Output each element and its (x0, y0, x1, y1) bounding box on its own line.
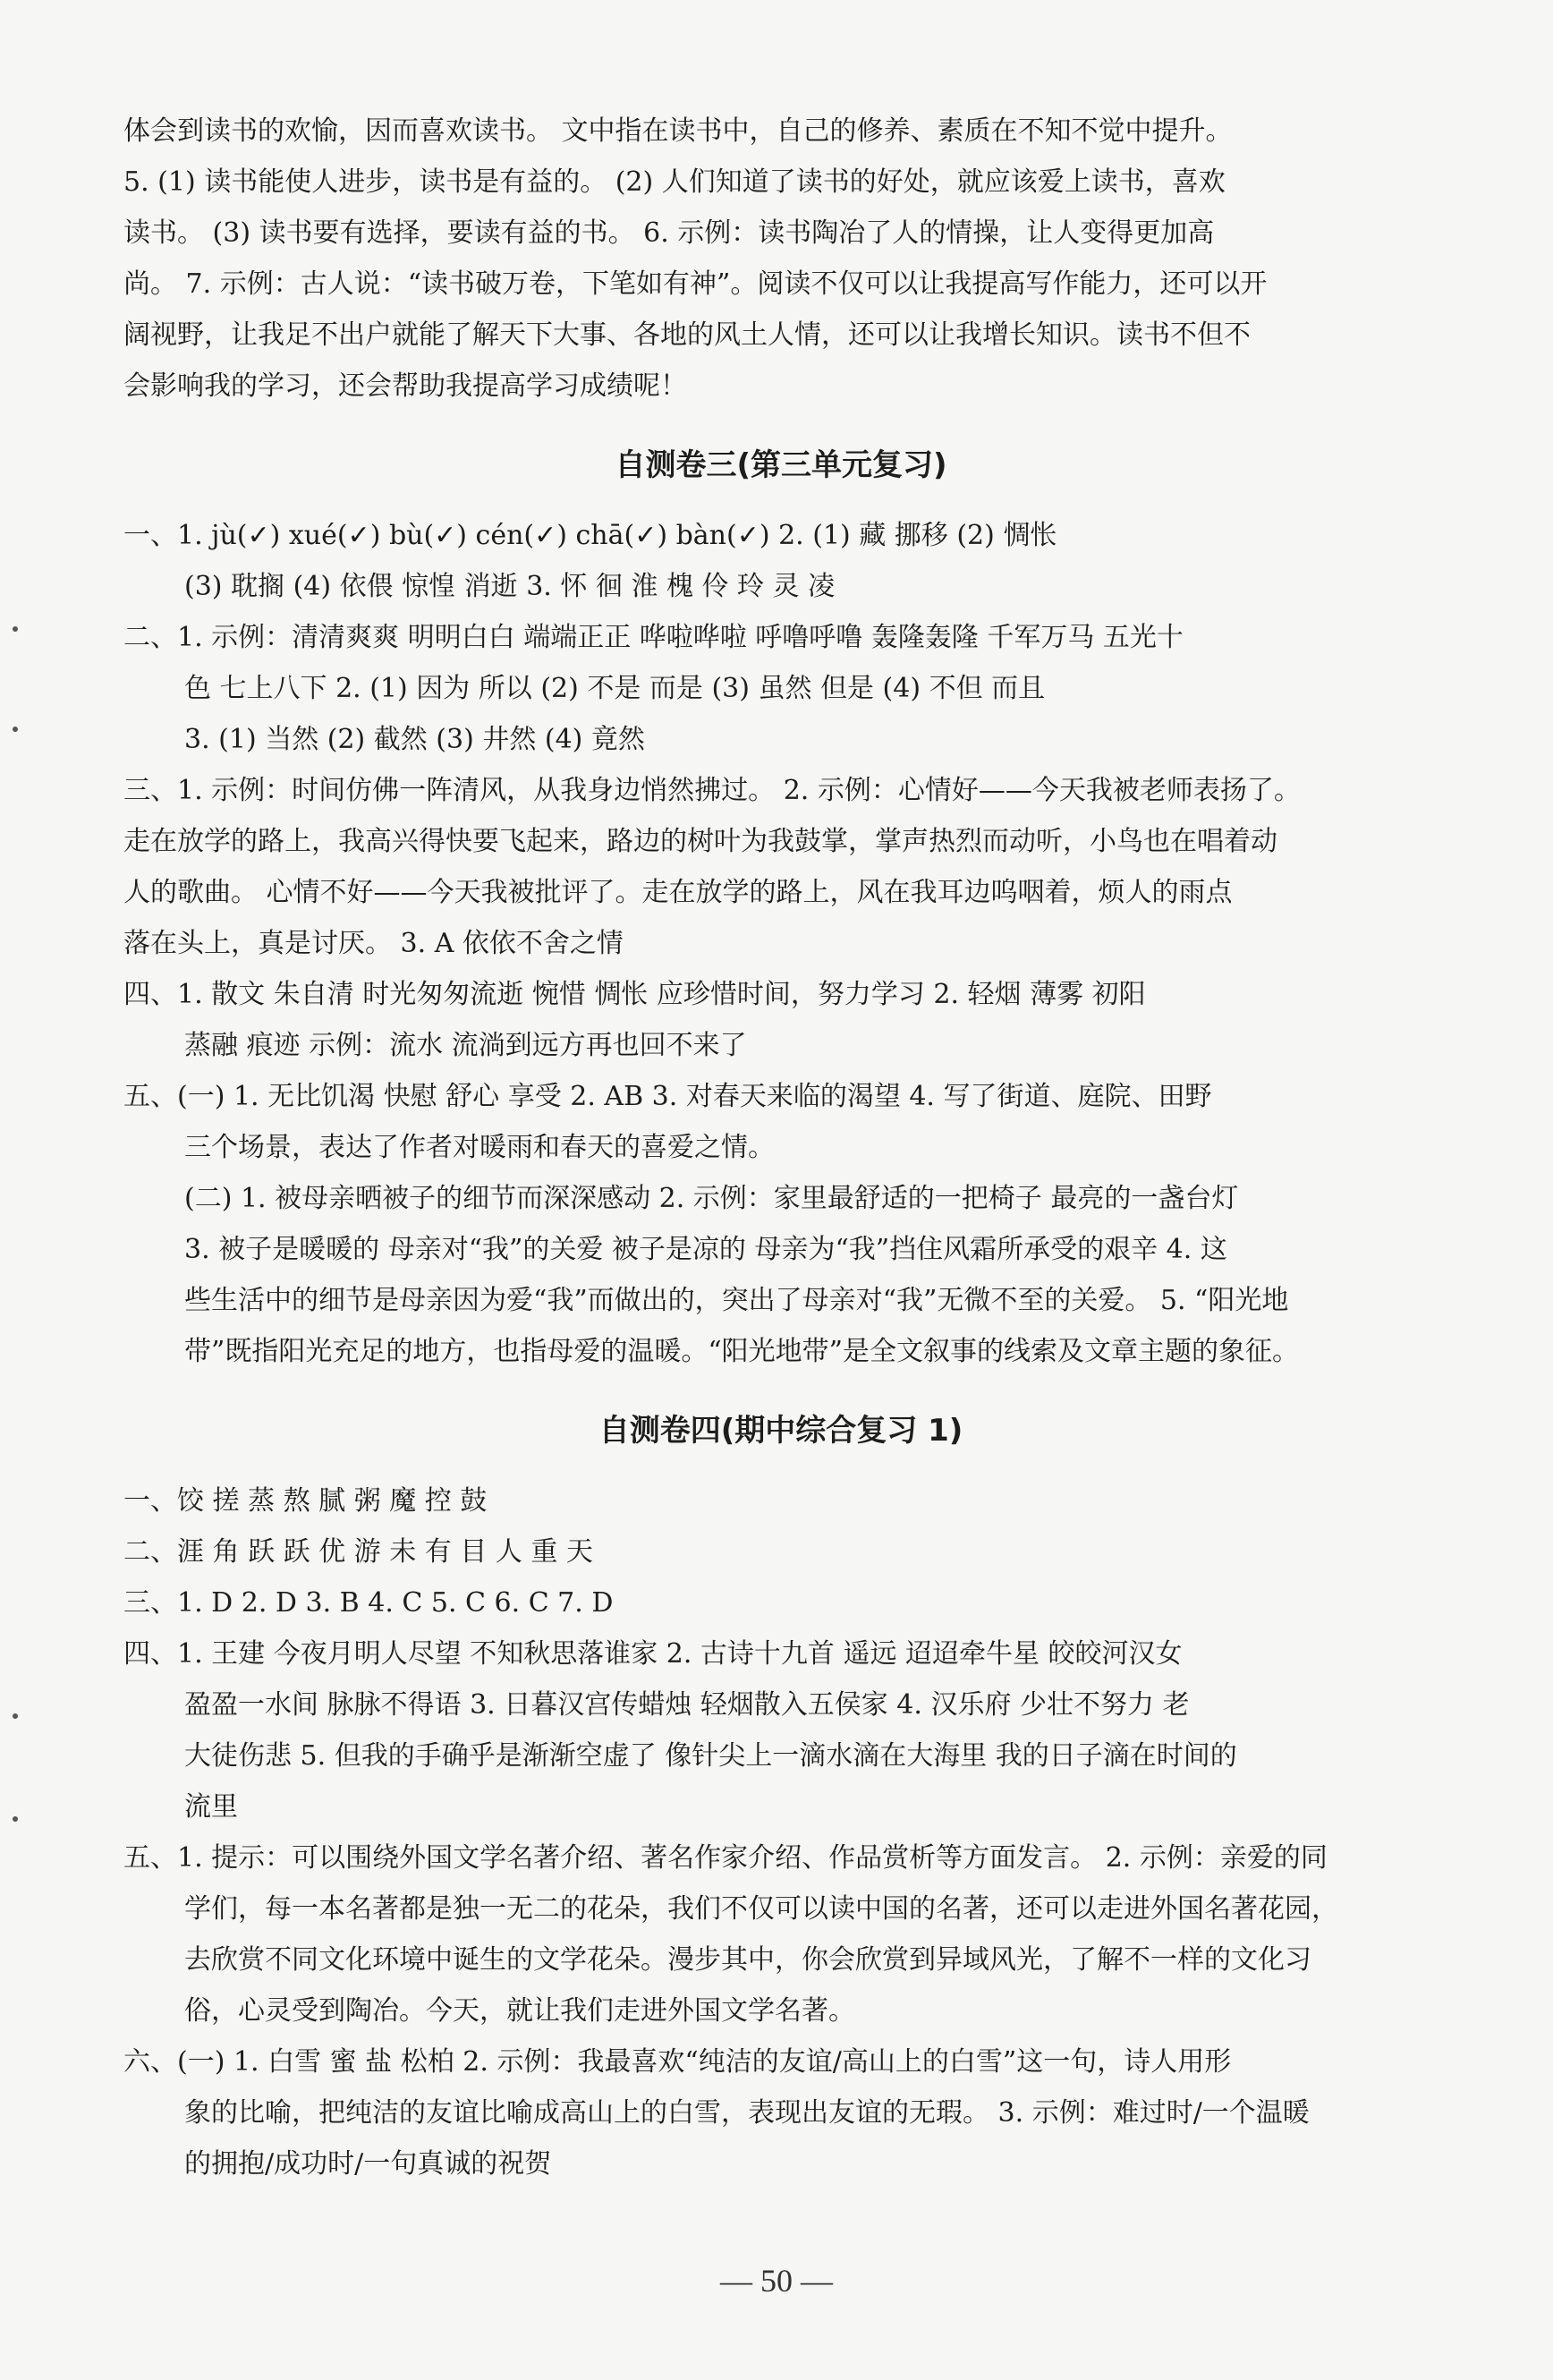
page-content (123, 106, 1438, 2189)
section-3-answers (123, 510, 1438, 1377)
text-line: 落在头上，真是讨厌。 3. A 依依不舍之情 (123, 928, 624, 959)
text-line: 学们，每一本名著都是独一无二的花朵，我们不仅可以读中国的名著，还可以走进外国名著花园， (184, 1893, 1338, 1925)
previous-section-continuation (123, 106, 1438, 412)
text-line: 二、涯 角 跃 跃 优 游 未 有 目 人 重 天 (123, 1536, 593, 1568)
text-line: 五、1. 提示：可以围绕外国文学名著介绍、著名作家介绍、作品赏析等方面发言。 2. 示例：亲爱的同 (123, 1842, 1328, 1874)
scan-mark (13, 626, 18, 632)
text-line: 三、1. D 2. D 3. B 4. C 5. C 6. C 7. D (123, 1587, 614, 1619)
text-line: 的拥抱/成功时/一句真诚的祝贺 (184, 2148, 552, 2180)
text-line: 5. (1) 读书能使人进步，读书是有益的。 (2) 人们知道了读书的好处，就应该爱上读书，喜欢 (123, 166, 1226, 198)
text-line: 阔视野，让我足不出户就能了解天下大事、各地的风土人情，还可以让我增长知识。读书不但不 (123, 319, 1251, 351)
text-line: (3) 耽搁 (4) 依偎 惊惶 消逝 3. 怀 徊 淮 槐 伶 玲 灵 凌 (184, 571, 836, 602)
text-line: 去欣赏不同文化环境中诞生的文学花朵。漫步其中，你会欣赏到异域风光，了解不一样的文化习 (184, 1944, 1311, 1976)
page-number: — 50 — (720, 2263, 833, 2299)
section-title-3: 自测卷三(第三单元复习) (615, 447, 947, 483)
text-line: 人的歌曲。 心情不好——今天我被批评了。走在放学的路上，风在我耳边呜咽着，烦人的雨点 (123, 877, 1233, 908)
text-line: 带”既指阳光充足的地方，也指母爱的温暖。“阳光地带”是全文叙事的线索及文章主题的象征。 (184, 1336, 1300, 1367)
text-line: 3. 被子是暖暖的 母亲对“我”的关爱 被子是凉的 母亲为“我”挡住风霜所承受的艰辛 4. 这 (184, 1234, 1227, 1265)
text-line: 一、饺 搓 蒸 熬 腻 粥 魔 控 鼓 (123, 1485, 488, 1517)
text-line: 3. (1) 当然 (2) 截然 (3) 井然 (4) 竟然 (184, 724, 645, 755)
text-line: 体会到读书的欢愉，因而喜欢读书。 文中指在读书中，自己的修养、素质在不知不觉中提升。 (123, 115, 1233, 147)
text-line: 些生活中的细节是母亲因为爱“我”而做出的，突出了母亲对“我”无微不至的关爱。 5. “阳光地 (184, 1285, 1289, 1316)
text-line: 走在放学的路上，我高兴得快要飞起来，路边的树叶为我鼓掌，掌声热烈而动听，小鸟也在唱着动 (123, 826, 1277, 857)
text-line: 会影响我的学习，还会帮助我提高学习成绩呢！ (123, 370, 687, 402)
text-line: 俗，心灵受到陶冶。今天，就让我们走进外国文学名著。 (184, 1995, 855, 2027)
text-line: 四、1. 王建 今夜月明人尽望 不知秋思落谁家 2. 古诗十九首 遥远 迢迢牵牛星 皎皎河汉女 (123, 1638, 1183, 1670)
text-line: 六、(一) 1. 白雪 蜜 盐 松柏 2. 示例：我最喜欢“纯洁的友谊/高山上的白雪”这一句，诗人用形 (123, 2046, 1232, 2078)
text-line: 盈盈一水间 脉脉不得语 3. 日暮汉宫传蜡烛 轻烟散入五侯家 4. 汉乐府 少壮不努力 老 (184, 1689, 1190, 1721)
text-line: 三个场景，表达了作者对暖雨和春天的喜爱之情。 (184, 1132, 775, 1163)
section-title-4: 自测卷四(期中综合复习 1) (598, 1413, 963, 1449)
text-line: 二、1. 示例：清清爽爽 明明白白 端端正正 哗啦哗啦 呼噜呼噜 轰隆轰隆 千军万马 五光十 (123, 622, 1184, 653)
text-line: 五、(一) 1. 无比饥渴 快慰 舒心 享受 2. AB 3. 对春天来临的渴望 4. 写了街道、庭院、田野 (123, 1081, 1212, 1112)
text-line: (二) 1. 被母亲晒被子的细节而深深感动 2. 示例：家里最舒适的一把椅子 最亮的一盏台灯 (184, 1183, 1239, 1214)
text-line: 读书。 (3) 读书要有选择，要读有益的书。 6. 示例：读书陶冶了人的情操，让人变得更加高 (123, 217, 1215, 249)
scan-mark (13, 727, 18, 732)
text-line: 蒸融 痕迹 示例：流水 流淌到远方再也回不来了 (184, 1030, 747, 1061)
scan-mark (13, 1816, 18, 1822)
text-line: 三、1. 示例：时间仿佛一阵清风，从我身边悄然拂过。 2. 示例：心情好——今天我被老师表扬了。 (123, 775, 1301, 806)
text-line: 尚。 7. 示例：古人说：“读书破万卷，下笔如有神”。阅读不仅可以让我提高写作能力，还可以开 (123, 268, 1268, 300)
text-line: 一、1. jù(✓) xué(✓) bù(✓) cén(✓) chā(✓) bàn(✓) 2. (1) 藏 挪移 (2) 惆怅 (123, 520, 1057, 551)
section-4-answers (123, 1475, 1438, 2189)
text-line: 象的比喻，把纯洁的友谊比喻成高山上的白雪，表现出友谊的无瑕。 3. 示例：难过时/一个温暖 (184, 2097, 1310, 2129)
text-line: 四、1. 散文 朱自清 时光匆匆流逝 惋惜 惆怅 应珍惜时间，努力学习 2. 轻烟 薄雾 初阳 (123, 979, 1146, 1010)
scan-mark (13, 1713, 18, 1719)
text-line: 色 七上八下 2. (1) 因为 所以 (2) 不是 而是 (3) 虽然 但是 (4) 不但 而且 (184, 673, 1046, 704)
text-line: 流里 (184, 1791, 238, 1823)
text-line: 大徒伤悲 5. 但我的手确乎是渐渐空虚了 像针尖上一滴水滴在大海里 我的日子滴在时间的 (184, 1740, 1237, 1772)
